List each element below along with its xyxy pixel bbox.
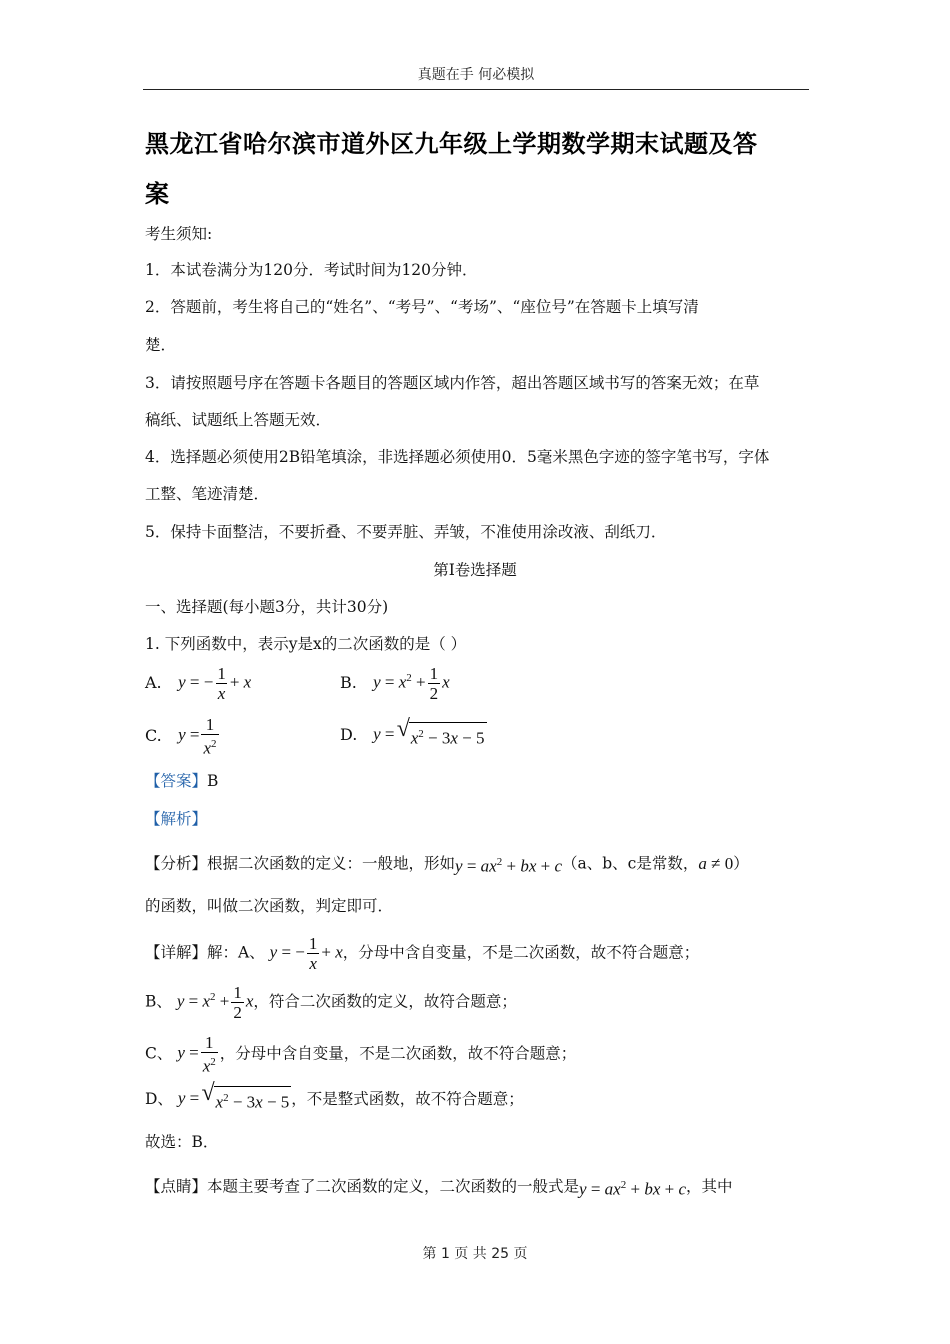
- option-b-formula: $y = x^2$ + $\frac{1}{2}$ x: [373, 664, 450, 703]
- question-stem: 1. 下列函数中，表示y是x的二次函数的是（ ）: [145, 635, 467, 653]
- xiangjie-c: [145, 1033, 813, 1076]
- dianjing-text: 本题主要考查了二次函数的定义，二次函数的一般式是: [207, 1177, 580, 1196]
- xiangjie-c-prefix: C、: [145, 1044, 173, 1063]
- page-footer: 第 1 页 共 25 页: [422, 1246, 528, 1262]
- option-d-formula: y = √ $x^2 - 3x - 5$: [373, 722, 486, 750]
- notice-line: 1．本试卷满分为120分．考试时间为120分钟．: [145, 261, 478, 279]
- option-c-formula: y = $\frac{1}{x^2}$: [178, 715, 217, 758]
- notice-line: 稿纸、试题纸上答题无效．: [145, 411, 332, 429]
- dianjing-line: [145, 1174, 813, 1201]
- fenxi-text: （a、b、c是常数，: [562, 854, 699, 873]
- analysis-label-text: 【解析】: [145, 810, 208, 828]
- part-title: 一、选择题(每小题3分，共计30分): [145, 598, 389, 616]
- notice-line: 4．选择题必须使用2B铅笔填涂，非选择题必须使用0．5毫米黑色字迹的签字笔书写，字体: [145, 448, 770, 466]
- xiangjie-b: [145, 983, 813, 1022]
- fenxi-label: 【分析】: [145, 854, 208, 873]
- xiangjie-a-text: ，分母中含自变量，不是二次函数，故不符合题意；: [342, 943, 700, 962]
- xiangjie-b-text: ，符合二次函数的定义，故符合题意；: [253, 992, 517, 1011]
- dianjing-text: ，其中: [686, 1177, 733, 1196]
- fenxi-formula: $y = ax^2$ + bx + c: [455, 856, 562, 876]
- xiangjie-c-text: ，分母中含自变量，不是二次函数，故不符合题意；: [219, 1044, 577, 1063]
- option-b: [340, 664, 450, 703]
- notice-line: 3．请按照题号序在答题卡各题目的答题区域内作答，超出答题区域书写的答案无效；在草: [145, 374, 760, 392]
- xiangjie-a-prefix: 解：A、: [207, 943, 265, 962]
- xiangjie-d-prefix: D、: [145, 1089, 173, 1108]
- xiangjie-a: [145, 934, 813, 973]
- xiangjie-d-formula: y = √ $x^2 - 3x - 5$: [178, 1086, 291, 1114]
- page-header: 真题在手 何必模拟: [417, 67, 535, 83]
- xiangjie-d: [145, 1086, 813, 1114]
- xiangjie-c-formula: y = $\frac{1}{x^2}$: [177, 1033, 216, 1076]
- option-a-formula: y = − $\frac{1}{x}$ + x: [178, 664, 252, 703]
- answer-value: B: [207, 772, 219, 790]
- doc-title-line2: 案: [145, 180, 170, 208]
- dianjing-label: 【点睛】: [145, 1177, 208, 1196]
- xiangjie-a-formula: y = − $\frac{1}{x}$ + x: [269, 934, 343, 973]
- option-a-label: A.: [145, 673, 162, 692]
- answer-line: [145, 770, 813, 792]
- option-d-label: D.: [340, 725, 358, 745]
- conclusion: 故选：B．: [145, 1133, 219, 1151]
- option-d: [340, 722, 487, 750]
- notice-heading: 考生须知:: [145, 225, 213, 243]
- xiangjie-b-prefix: B、: [145, 992, 172, 1011]
- dianjing-formula: $y = ax^2$ + bx + c: [579, 1179, 686, 1199]
- notice-line: 2．答题前，考生将自己的“姓名”、“考号”、“考场”、“座位号”在答题卡上填写清: [145, 298, 699, 316]
- notice-line: 工整、笔迹清楚．: [145, 485, 270, 503]
- xiangjie-b-formula: $y = x^2$ + $\frac{1}{2}$ x: [176, 983, 254, 1022]
- notice-line: 楚．: [145, 336, 177, 354]
- option-b-label: B.: [340, 673, 357, 692]
- fenxi-line: [145, 851, 813, 878]
- fenxi-text: ）: [733, 854, 749, 873]
- option-c-label: C.: [145, 725, 162, 745]
- header-divider: [143, 89, 809, 90]
- fenxi-line2: 的函数，叫做二次函数，判定即可．: [145, 897, 394, 915]
- fenxi-condition: a ≠ 0: [698, 854, 734, 874]
- answer-label: 【答案】: [145, 772, 208, 790]
- fenxi-text: 根据二次函数的定义：一般地，形如: [207, 854, 456, 873]
- notice-line: 5．保持卡面整洁，不要折叠、不要弄脏、弄皱，不准使用涂改液、刮纸刀．: [145, 523, 667, 541]
- xiangjie-label: 【详解】: [145, 943, 208, 962]
- xiangjie-d-text: ，不是整式函数，故不符合题意；: [291, 1089, 524, 1108]
- option-a: [145, 664, 251, 703]
- analysis-label: [145, 808, 813, 830]
- section-title: 第Ⅰ卷选择题: [433, 561, 517, 579]
- option-c: [145, 715, 221, 758]
- doc-title-line1: 黑龙江省哈尔滨市道外区九年级上学期数学期末试题及答: [145, 130, 758, 158]
